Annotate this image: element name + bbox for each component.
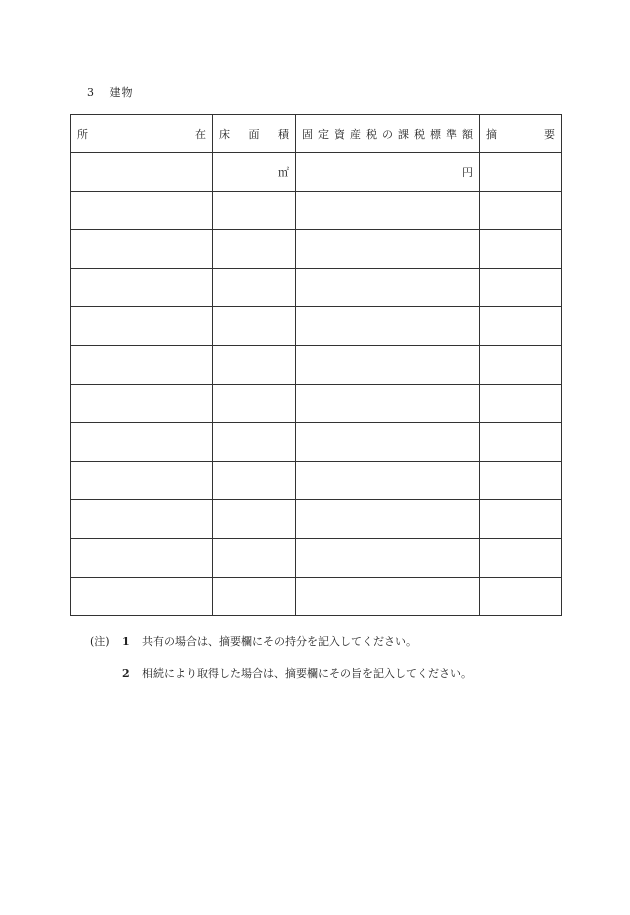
floor-area-cell[interactable] — [213, 577, 296, 616]
location-cell[interactable] — [71, 230, 213, 269]
remarks-cell[interactable] — [480, 153, 562, 192]
floor-area-cell[interactable] — [213, 345, 296, 384]
notes — [90, 626, 472, 690]
tax-value-cell[interactable] — [296, 423, 480, 462]
header-char: 摘 — [486, 127, 497, 141]
remarks-cell[interactable] — [480, 538, 562, 577]
remarks-cell[interactable] — [480, 577, 562, 616]
section-number: 3 — [87, 86, 95, 99]
floor-area-cell[interactable] — [213, 423, 296, 462]
table-row — [71, 538, 562, 577]
table-row — [71, 230, 562, 269]
tax-value-cell[interactable] — [296, 577, 480, 616]
header-char: 定 — [318, 127, 329, 141]
header-char: 所 — [77, 127, 88, 141]
header-row — [71, 115, 562, 153]
location-cell[interactable] — [71, 423, 213, 462]
header-location — [71, 115, 213, 153]
section-title — [87, 84, 134, 100]
table-row — [71, 268, 562, 307]
location-cell[interactable] — [71, 268, 213, 307]
header-char: 標 — [430, 127, 441, 141]
location-cell[interactable] — [71, 191, 213, 230]
floor-area-cell[interactable] — [213, 268, 296, 307]
blank-rows — [71, 191, 562, 616]
header-floor-area — [213, 115, 296, 153]
header-char: 税 — [414, 127, 425, 141]
section-heading: 建物 — [109, 86, 134, 99]
note-item — [90, 626, 472, 658]
header-char: 要 — [544, 127, 555, 141]
floor-area-cell[interactable] — [213, 191, 296, 230]
location-cell[interactable] — [71, 538, 213, 577]
table-row — [71, 307, 562, 346]
location-cell[interactable] — [71, 500, 213, 539]
floor-area-cell[interactable] — [213, 500, 296, 539]
remarks-cell[interactable] — [480, 307, 562, 346]
note-text: 相続により取得した場合は、摘要欄にその旨を記入してください。 — [142, 667, 472, 680]
floor-area-cell[interactable] — [213, 307, 296, 346]
header-floor-area-chars — [219, 126, 289, 142]
unit-sqm: ㎡ — [278, 165, 289, 179]
header-char: 在 — [195, 127, 206, 141]
location-cell[interactable] — [71, 577, 213, 616]
header-char: 税 — [366, 127, 377, 141]
location-cell[interactable] — [71, 384, 213, 423]
tax-value-cell[interactable] — [296, 345, 480, 384]
table-row — [71, 461, 562, 500]
building-table — [70, 114, 562, 616]
header-tax-value — [296, 115, 480, 153]
header-location-chars — [77, 126, 206, 142]
header-char: 準 — [446, 127, 457, 141]
floor-area-cell[interactable] — [213, 538, 296, 577]
header-tax-value-chars — [302, 126, 473, 142]
tax-value-cell[interactable] — [296, 538, 480, 577]
remarks-cell[interactable] — [480, 268, 562, 307]
tax-value-cell[interactable] — [296, 230, 480, 269]
note-text: 共有の場合は、摘要欄にその持分を記入してください。 — [142, 635, 417, 648]
remarks-cell[interactable] — [480, 191, 562, 230]
tax-value-cell[interactable] — [296, 268, 480, 307]
table-row — [71, 153, 562, 192]
header-char: 産 — [350, 127, 361, 141]
remarks-cell[interactable] — [480, 423, 562, 462]
table-row — [71, 423, 562, 462]
header-char: 積 — [278, 127, 289, 141]
floor-area-cell[interactable] — [213, 384, 296, 423]
tax-value-cell[interactable] — [296, 384, 480, 423]
tax-value-cell[interactable] — [296, 153, 480, 192]
header-remarks-chars — [486, 126, 555, 142]
tax-value-cell[interactable] — [296, 307, 480, 346]
location-cell[interactable] — [71, 307, 213, 346]
floor-area-cell[interactable] — [213, 461, 296, 500]
location-cell[interactable] — [71, 461, 213, 500]
header-char: 額 — [462, 127, 473, 141]
location-cell[interactable] — [71, 345, 213, 384]
note-number: 1 — [122, 635, 130, 648]
unit-yen: 円 — [462, 165, 473, 179]
header-remarks — [480, 115, 562, 153]
note-prefix: (注) — [90, 635, 110, 648]
remarks-cell[interactable] — [480, 230, 562, 269]
header-char: 課 — [398, 127, 409, 141]
table-row — [71, 384, 562, 423]
remarks-cell[interactable] — [480, 384, 562, 423]
header-char: の — [382, 127, 393, 141]
header-char: 資 — [334, 127, 345, 141]
note-number: 2 — [122, 667, 130, 680]
tax-value-cell[interactable] — [296, 191, 480, 230]
table-row — [71, 577, 562, 616]
remarks-cell[interactable] — [480, 345, 562, 384]
remarks-cell[interactable] — [480, 500, 562, 539]
table-row — [71, 345, 562, 384]
header-char: 面 — [248, 127, 260, 141]
location-cell[interactable] — [71, 153, 213, 192]
remarks-cell[interactable] — [480, 461, 562, 500]
table-row — [71, 191, 562, 230]
tax-value-cell[interactable] — [296, 461, 480, 500]
floor-area-cell[interactable] — [213, 230, 296, 269]
tax-value-cell[interactable] — [296, 500, 480, 539]
header-char: 床 — [219, 127, 230, 141]
note-item — [90, 658, 472, 690]
floor-area-cell[interactable] — [213, 153, 296, 192]
table-row — [71, 500, 562, 539]
header-char: 固 — [302, 127, 313, 141]
